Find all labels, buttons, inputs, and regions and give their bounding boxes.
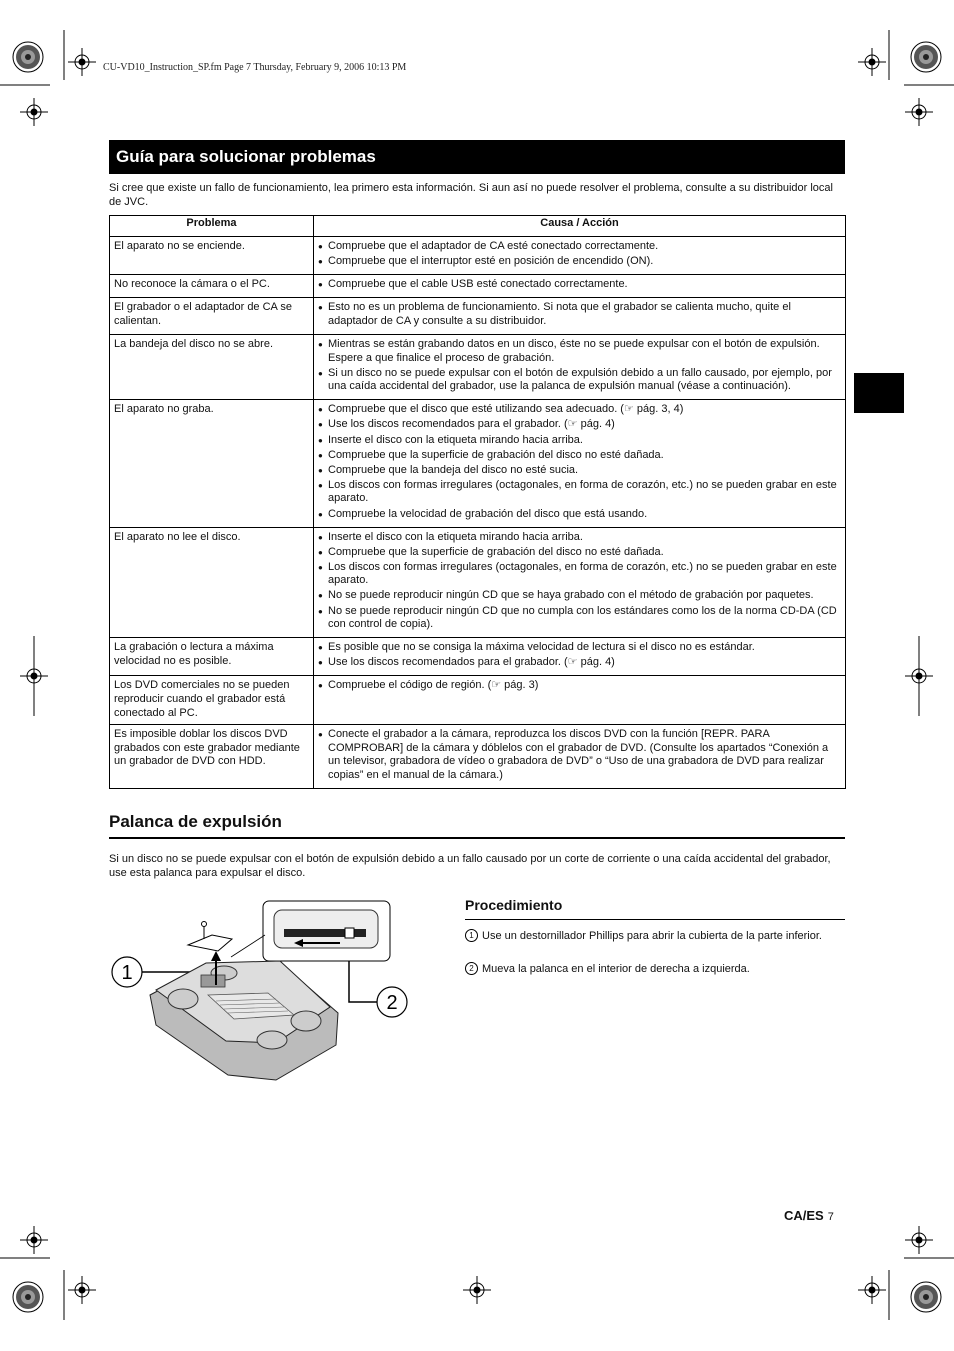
action-item: ● No se puede reproducir ningún CD que se haya grabado con el método de grabación por paquetes. xyxy=(318,589,841,603)
action-item: ● Use los discos recomendados para el grabador. (☞ pág. 4) xyxy=(318,656,841,670)
action-item: ● Compruebe que la bandeja del disco no esté sucia. xyxy=(318,464,841,478)
action-item: ● Compruebe que el interruptor esté en posición de encendido (ON). xyxy=(318,255,841,269)
table-header-row xyxy=(110,216,846,237)
action-item: ● Los discos con formas irregulares (octagonales, en forma de corazón, etc.) no se pueden grabar en este aparato. xyxy=(318,561,841,588)
table-row xyxy=(110,638,846,676)
section-title-eject-lever: Palanca de expulsión xyxy=(109,812,282,831)
action-item: ● Los discos con formas irregulares (octagonales, en forma de corazón, etc.) no se pueden grabar en este aparato. xyxy=(318,479,841,506)
action-cell xyxy=(314,334,846,399)
file-info-header: CU-VD10_Instruction_SP.fm Page 7 Thursday, February 9, 2006 10:13 PM xyxy=(103,62,407,73)
eject-lever-text: Si un disco no se puede expulsar con el botón de expulsión debido a un fallo causado por un corte de corriente o una caída accidental del grabador, use esta palanca para expulsar el disco. xyxy=(109,853,831,879)
intro-text: Si cree que existe un fallo de funcionamiento, lea primero esta información. Si aun así no puede resolver el problema, consulte a su distribuidor local de JVC. xyxy=(109,182,833,208)
action-item: ● Mientras se están grabando datos en un disco, éste no se puede expulsar con el botón de expulsión. Espere a que finalice el proceso de grabación. xyxy=(318,338,841,365)
procedure-title: Procedimiento xyxy=(465,897,563,913)
action-item: ● Use los discos recomendados para el grabador. (☞ pág. 4) xyxy=(318,418,841,432)
procedure-divider xyxy=(465,919,845,920)
table-row xyxy=(110,676,846,725)
lever-inset xyxy=(231,901,390,961)
table-row xyxy=(110,237,846,275)
callout-1-label: 1 xyxy=(121,962,133,984)
action-item: ● Inserte el disco con la etiqueta mirando hacia arriba. xyxy=(318,434,841,448)
action-item: ● Compruebe que el adaptador de CA esté conectado correctamente. xyxy=(318,240,841,254)
action-item: ● Compruebe que la superficie de grabación del disco no esté dañada. xyxy=(318,449,841,463)
chapter-tab-marker xyxy=(854,373,904,413)
action-item: ● No se puede reproducir ningún CD que no cumpla con los estándares como los de la norma CD-DA (CD con control de copia). xyxy=(318,605,841,632)
step-text: Use un destornillador Phillips para abrir la cubierta de la parte inferior. xyxy=(482,930,822,942)
problem-cell: El aparato no se enciende. xyxy=(110,237,314,275)
table-row xyxy=(110,400,846,527)
problem-cell: El aparato no graba. xyxy=(110,400,314,527)
section-title-troubleshooting: Guía para solucionar problemas xyxy=(109,140,845,174)
action-item: ● Es posible que no se consiga la máxima velocidad de lectura si el disco no es estándar. xyxy=(318,641,841,655)
problem-cell: La grabación o lectura a máxima velocidad no es posible. xyxy=(110,638,314,676)
step-number: 2 xyxy=(465,962,478,975)
action-item: ● Inserte el disco con la etiqueta mirando hacia arriba. xyxy=(318,531,841,545)
procedure-step-2 xyxy=(465,962,840,976)
step-number: 1 xyxy=(465,929,478,942)
problem-cell: Los DVD comerciales no se pueden reproducir cuando el grabador está conectado al PC. xyxy=(110,676,314,725)
action-item: ● Compruebe que el cable USB esté conectado correctamente. xyxy=(318,278,841,292)
troubleshooting-table xyxy=(109,215,846,789)
page-footer xyxy=(784,1208,834,1223)
problem-cell: La bandeja del disco no se abre. xyxy=(110,334,314,399)
table-row xyxy=(110,275,846,298)
problem-cell: Es imposible doblar los discos DVD grabados con este grabador mediante un grabador de DVD con HDD. xyxy=(110,725,314,789)
action-item: ● Compruebe el código de región. (☞ pág. 3) xyxy=(318,679,841,693)
action-cell xyxy=(314,676,846,725)
action-cell xyxy=(314,275,846,298)
action-item: ● Esto no es un problema de funcionamiento. Si nota que el grabador se calienta mucho, quite el adaptador de CA y consulte a su distribuidor. xyxy=(318,301,841,328)
callout-2-label: 2 xyxy=(386,992,398,1014)
procedure-step-1 xyxy=(465,929,840,943)
problem-cell: No reconoce la cámara o el PC. xyxy=(110,275,314,298)
action-cell xyxy=(314,725,846,789)
action-item: ● Compruebe la velocidad de grabación del disco que está usando. xyxy=(318,508,841,522)
eject-lever-illustration xyxy=(108,895,408,1095)
action-item: ● Compruebe que la superficie de grabación del disco no esté dañada. xyxy=(318,546,841,560)
action-cell xyxy=(314,527,846,638)
action-cell xyxy=(314,638,846,676)
action-cell xyxy=(314,237,846,275)
table-row xyxy=(110,298,846,335)
table-row xyxy=(110,725,846,789)
action-item: ● Si un disco no se puede expulsar con el botón de expulsión debido a un fallo causado, por ejemplo, por una caída accidental del grabador, use la palanca de expulsión manual (véase a continuación). xyxy=(318,367,841,394)
page-number: 7 xyxy=(827,1211,834,1223)
step-text: Mueva la palanca en el interior de derecha a izquierda. xyxy=(482,963,750,975)
footer-label: CA/ES xyxy=(784,1208,824,1223)
section-divider xyxy=(109,837,845,839)
action-item: ● Conecte el grabador a la cámara, reproduzca los discos DVD con la función [REPR. PARA COMPROBAR] de la cámara y dóblelos con el grabador de DVD. (Consulte los apartados “Conexión a un televisor, grabadora de vídeo o grabadora de DVD” o “Uso de una grabadora de DVD para realizar copias” en el manual de la cámara.) xyxy=(318,728,841,782)
table-row xyxy=(110,334,846,399)
problem-cell: El aparato no lee el disco. xyxy=(110,527,314,638)
action-cell xyxy=(314,400,846,527)
problem-cell: El grabador o el adaptador de CA se calientan. xyxy=(110,298,314,335)
action-cell xyxy=(314,298,846,335)
column-header-problem: Problema xyxy=(110,216,314,237)
column-header-cause-action: Causa / Acción xyxy=(314,216,846,237)
recorder-device xyxy=(150,961,338,1080)
action-item: ● Compruebe que el disco que esté utilizando sea adecuado. (☞ pág. 3, 4) xyxy=(318,403,841,417)
table-row xyxy=(110,527,846,638)
